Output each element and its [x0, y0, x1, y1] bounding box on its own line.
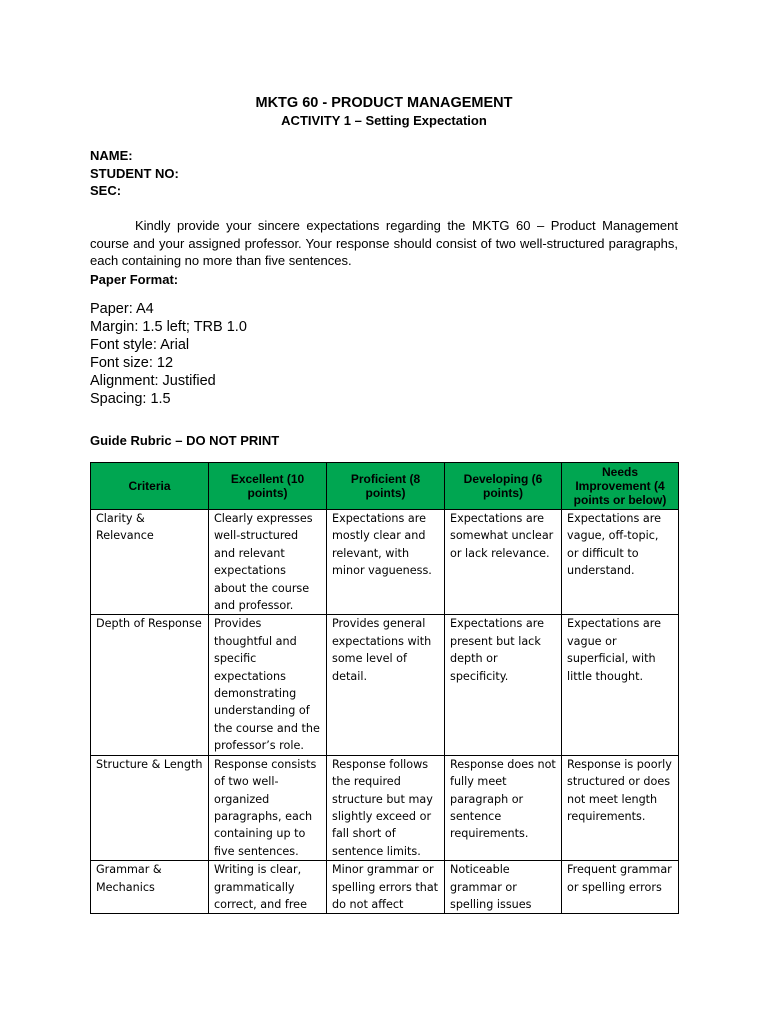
header-developing: Developing (6 points) [445, 463, 562, 510]
rubric-header-row [91, 463, 679, 510]
excellent-cell: Response consists of two well-organized paragraphs, each containing up to five sentences. [209, 755, 327, 860]
table-row [91, 510, 679, 615]
student-no-label: STUDENT NO: [90, 165, 179, 181]
proficient-cell: Minor grammar or spelling errors that do not affect [327, 861, 445, 914]
header-needs-improvement: Needs Improvement (4 points or below) [562, 463, 679, 510]
format-alignment: Alignment: Justified [90, 373, 216, 389]
needs-improvement-cell: Expectations are vague, off-topic, or difficult to understand. [562, 510, 679, 615]
developing-cell: Noticeable grammar or spelling issues [445, 861, 562, 914]
criteria-cell: Clarity & Relevance [91, 510, 209, 615]
header-proficient: Proficient (8 points) [327, 463, 445, 510]
developing-cell: Response does not fully meet paragraph or sentence requirements. [445, 755, 562, 860]
developing-cell: Expectations are somewhat unclear or lack relevance. [445, 510, 562, 615]
excellent-cell: Clearly expresses well-structured and relevant expectations about the course and professor. [209, 510, 327, 615]
header-criteria: Criteria [91, 463, 209, 510]
format-spacing: Spacing: 1.5 [90, 391, 171, 407]
criteria-cell: Structure & Length [91, 755, 209, 860]
format-paper: Paper: A4 [90, 301, 154, 317]
section-label: SEC: [90, 183, 122, 198]
paper-format-list [90, 300, 247, 408]
excellent-cell: Provides thoughtful and specific expectations demonstrating understanding of the course and the professor’s role. [209, 615, 327, 755]
table-row [91, 615, 679, 755]
rubric-table [90, 462, 679, 914]
format-font-style: Font style: Arial [90, 337, 190, 353]
format-font-size: Font size: 12 [90, 355, 174, 371]
document-subtitle: ACTIVITY 1 – Setting Expectation [281, 113, 487, 128]
developing-cell: Expectations are present but lack depth or specificity. [445, 615, 562, 755]
proficient-cell: Response follows the required structure but may slightly exceed or fall short of sentence limits. [327, 755, 445, 860]
rubric-heading: Guide Rubric – DO NOT PRINT [90, 433, 280, 448]
proficient-cell: Expectations are mostly clear and relevant, with minor vagueness. [327, 510, 445, 615]
format-margin: Margin: 1.5 left; TRB 1.0 [90, 319, 247, 335]
table-row [91, 755, 679, 860]
name-label: NAME: [90, 148, 133, 163]
needs-improvement-cell: Response is poorly structured or does not meet length requirements. [562, 755, 679, 860]
proficient-cell: Provides general expectations with some level of detail. [327, 615, 445, 755]
instructions-paragraph: Kindly provide your sincere expectations regarding the MKTG 60 – Product Management course and your assigned professor. Your response should consist of two well-structured paragraphs, each containing no more than five sentences. [90, 218, 678, 269]
criteria-cell: Grammar & Mechanics [91, 861, 209, 914]
header-excellent: Excellent (10 points) [209, 463, 327, 510]
student-info-fields [90, 147, 179, 200]
needs-improvement-cell: Frequent grammar or spelling errors [562, 861, 679, 914]
needs-improvement-cell: Expectations are vague or superficial, with little thought. [562, 615, 679, 755]
paper-format-heading: Paper Format: [90, 272, 179, 287]
document-title: MKTG 60 - PRODUCT MANAGEMENT [255, 95, 513, 111]
criteria-cell: Depth of Response [91, 615, 209, 755]
excellent-cell: Writing is clear, grammatically correct, and free [209, 861, 327, 914]
table-row [91, 861, 679, 914]
